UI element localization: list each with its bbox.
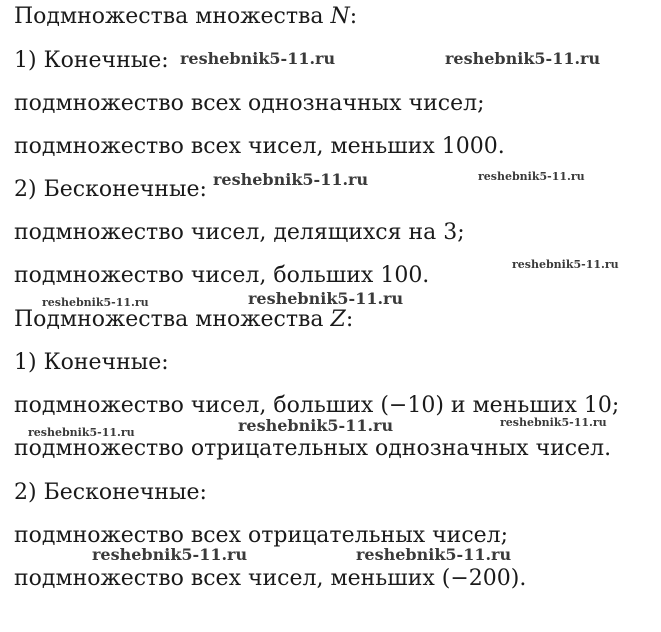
heading-text: Подмножества множества xyxy=(14,307,331,332)
watermark: reshebnik5-11.ru xyxy=(42,296,149,309)
infinite-label-n: 2) Бесконечные: xyxy=(14,177,207,202)
watermark: reshebnik5-11.ru xyxy=(28,426,135,439)
watermark: reshebnik5-11.ru xyxy=(478,170,585,183)
infinite-label-z: 2) Бесконечные: xyxy=(14,480,207,505)
watermark: reshebnik5-11.ru xyxy=(213,170,369,189)
finite-item-n-2: подмножество всех чисел, меньших 1000. xyxy=(14,134,505,159)
watermark: reshebnik5-11.ru xyxy=(180,49,336,68)
infinite-item-n-2: подмножество чисел, больших 100. xyxy=(14,263,430,288)
set-symbol-n: N xyxy=(330,4,350,29)
watermark: reshebnik5-11.ru xyxy=(512,258,619,271)
finite-label-z: 1) Конечные: xyxy=(14,350,169,375)
watermark: reshebnik5-11.ru xyxy=(356,545,512,564)
finite-item-n-1: подмножество всех однозначных чисел; xyxy=(14,91,485,116)
infinite-item-n-1: подмножество чисел, делящихся на 3; xyxy=(14,220,465,245)
finite-item-z-1: подмножество чисел, больших (−10) и меньших 10; xyxy=(14,393,620,418)
heading-colon: : xyxy=(349,4,358,29)
heading-colon: : xyxy=(345,307,354,332)
set-symbol-z: Z xyxy=(330,307,346,332)
infinite-item-z-2: подмножество всех чисел, меньших (−200). xyxy=(14,566,527,591)
finite-label-n: 1) Конечные: xyxy=(14,48,169,73)
heading-text: Подмножества множества xyxy=(14,4,331,29)
watermark: reshebnik5-11.ru xyxy=(92,545,248,564)
section-heading-z xyxy=(14,306,353,334)
finite-item-z-2: подмножество отрицательных однозначных чисел. xyxy=(14,436,612,461)
section-heading-n xyxy=(14,3,357,31)
watermark: reshebnik5-11.ru xyxy=(445,49,601,68)
watermark: reshebnik5-11.ru xyxy=(248,289,404,308)
watermark: reshebnik5-11.ru xyxy=(238,416,394,435)
watermark: reshebnik5-11.ru xyxy=(500,416,607,429)
infinite-item-z-1: подмножество всех отрицательных чисел; xyxy=(14,523,509,548)
